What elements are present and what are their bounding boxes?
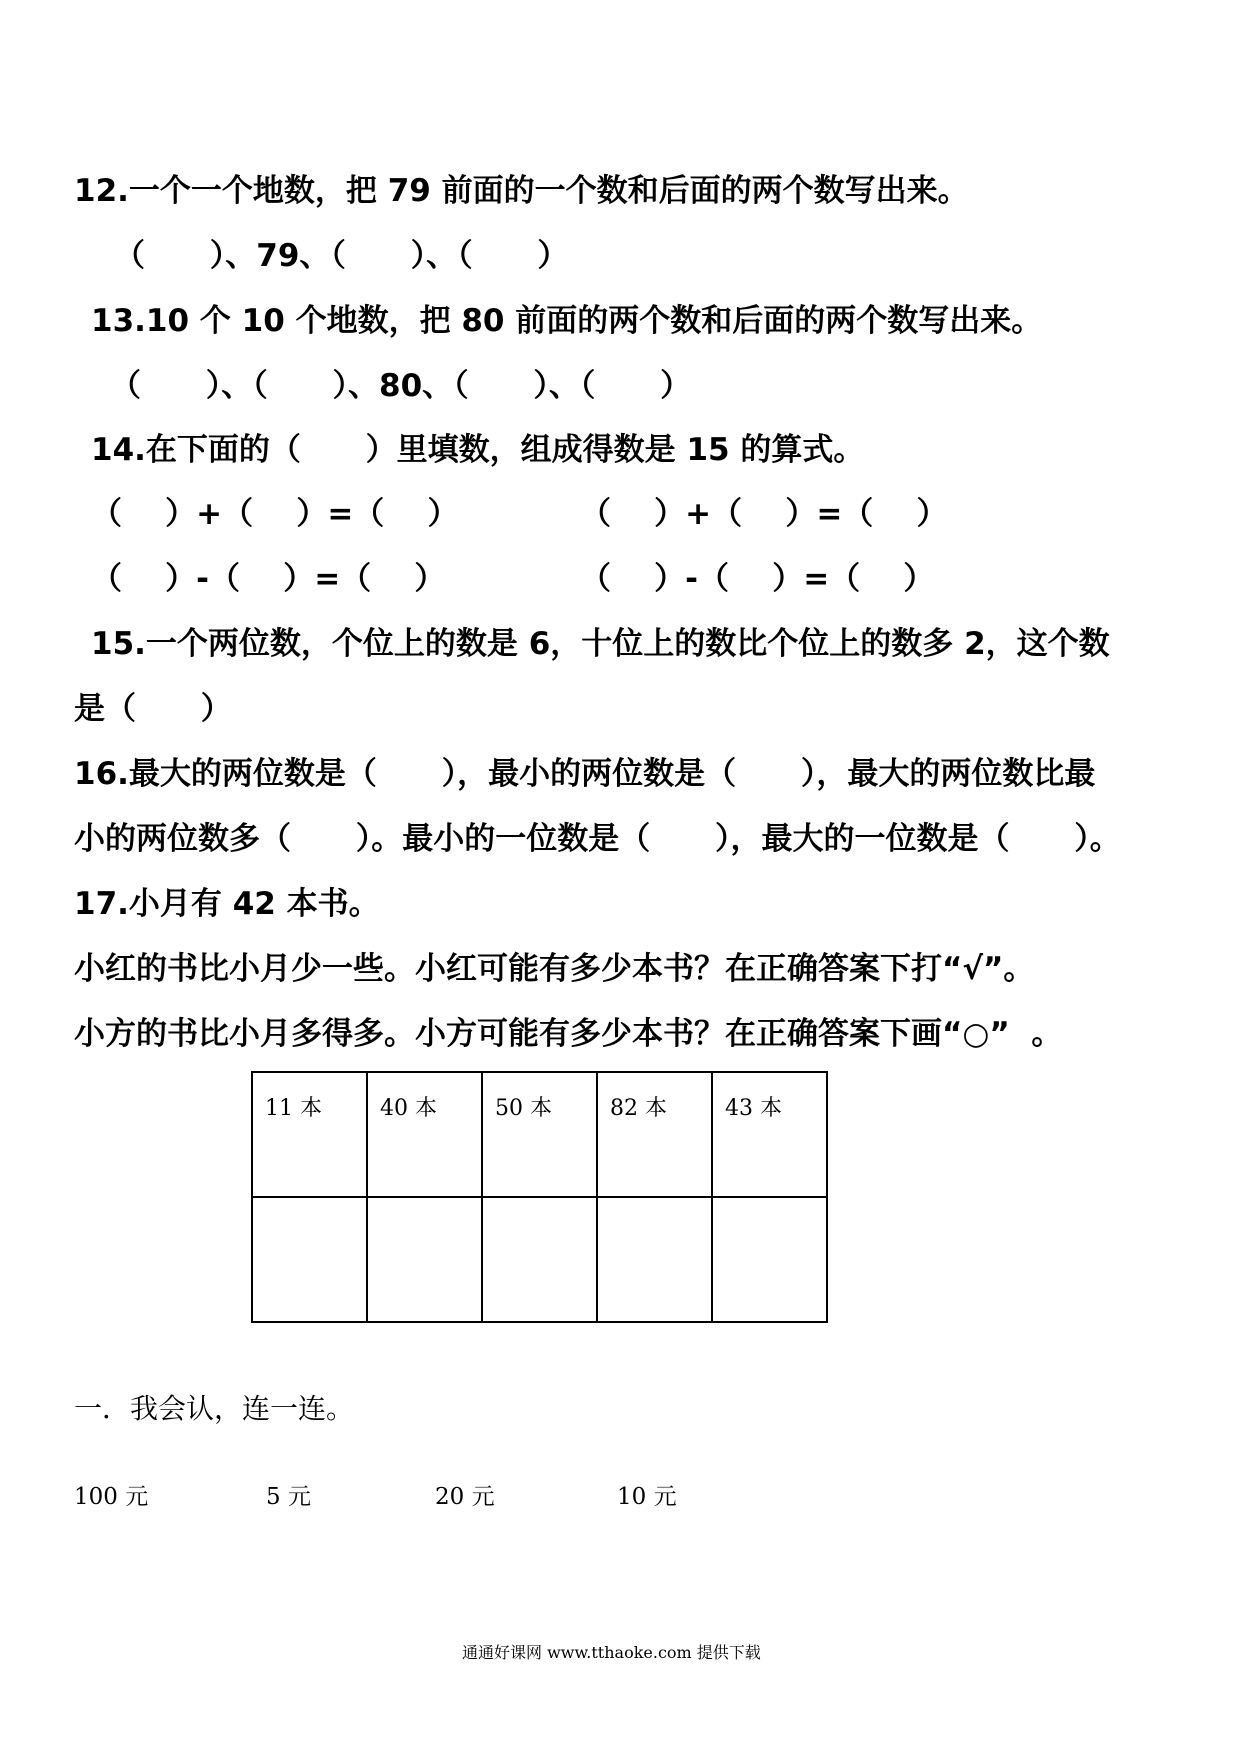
question-12-text: 12.一个一个地数，把 79 前面的一个数和后面的两个数写出来。 xyxy=(74,173,969,209)
question-14-addition-right: （ ）+（ ）=（ ） xyxy=(580,496,948,532)
option-cell xyxy=(482,1072,597,1197)
question-14-addition-left: （ ）+（ ）=（ ） xyxy=(91,496,459,532)
table-row-marks xyxy=(252,1197,827,1322)
question-15-line-1: 15.一个两位数，个位上的数是 6，十位上的数比个位上的数多 2，这个数 xyxy=(91,626,1110,662)
option-label: 50 本 xyxy=(495,1096,552,1121)
question-16-line-2: 小的两位数多（ ）。最小的一位数是（ ），最大的一位数是（ ）。 xyxy=(74,821,1121,857)
question-15-line-2: 是（ ） xyxy=(74,691,232,727)
option-label: 82 本 xyxy=(610,1096,667,1121)
question-14-subtraction-left: （ ）-（ ）=（ ） xyxy=(91,561,446,597)
option-label: 40 本 xyxy=(380,1096,437,1121)
mark-cell[interactable] xyxy=(252,1197,367,1322)
money-label-5: 5 元 xyxy=(266,1484,311,1510)
table-row-options xyxy=(252,1072,827,1197)
question-14-subtraction-right: （ ）-（ ）=（ ） xyxy=(580,561,935,597)
option-cell xyxy=(712,1072,827,1197)
question-16-line-1: 16.最大的两位数是（ ），最小的两位数是（ ），最大的两位数比最 xyxy=(74,756,1096,792)
money-label-20: 20 元 xyxy=(435,1484,495,1510)
money-label-100: 100 元 xyxy=(74,1484,149,1510)
section-one-heading: 一．我会认，连一连。 xyxy=(74,1392,355,1425)
question-17-part-1: 小红的书比小月少一些。小红可能有多少本书？在正确答案下打“√”。 xyxy=(74,951,1035,987)
question-17-part-2: 小方的书比小月多得多。小方可能有多少本书？在正确答案下画“○” 。 xyxy=(74,1016,1063,1052)
footer-credit: 通通好课网 www.tthaoke.com 提供下载 xyxy=(462,1643,761,1662)
mark-cell[interactable] xyxy=(712,1197,827,1322)
book-count-answer-table xyxy=(251,1071,828,1323)
option-cell xyxy=(367,1072,482,1197)
mark-cell[interactable] xyxy=(367,1197,482,1322)
option-cell xyxy=(252,1072,367,1197)
money-label-10: 10 元 xyxy=(617,1484,677,1510)
option-cell xyxy=(597,1072,712,1197)
question-12-answer-blanks: （ ）、79、（ ）、（ ） xyxy=(114,238,569,274)
mark-cell[interactable] xyxy=(597,1197,712,1322)
mark-cell[interactable] xyxy=(482,1197,597,1322)
question-13-answer-blanks: （ ）、（ ）、80、（ ）、（ ） xyxy=(110,368,692,404)
question-14-text: 14.在下面的（ ）里填数，组成得数是 15 的算式。 xyxy=(91,432,865,468)
question-17-text: 17.小月有 42 本书。 xyxy=(74,886,380,922)
option-label: 11 本 xyxy=(265,1096,322,1121)
option-label: 43 本 xyxy=(725,1096,782,1121)
question-13-text: 13.10 个 10 个地数，把 80 前面的两个数和后面的两个数写出来。 xyxy=(91,303,1043,339)
